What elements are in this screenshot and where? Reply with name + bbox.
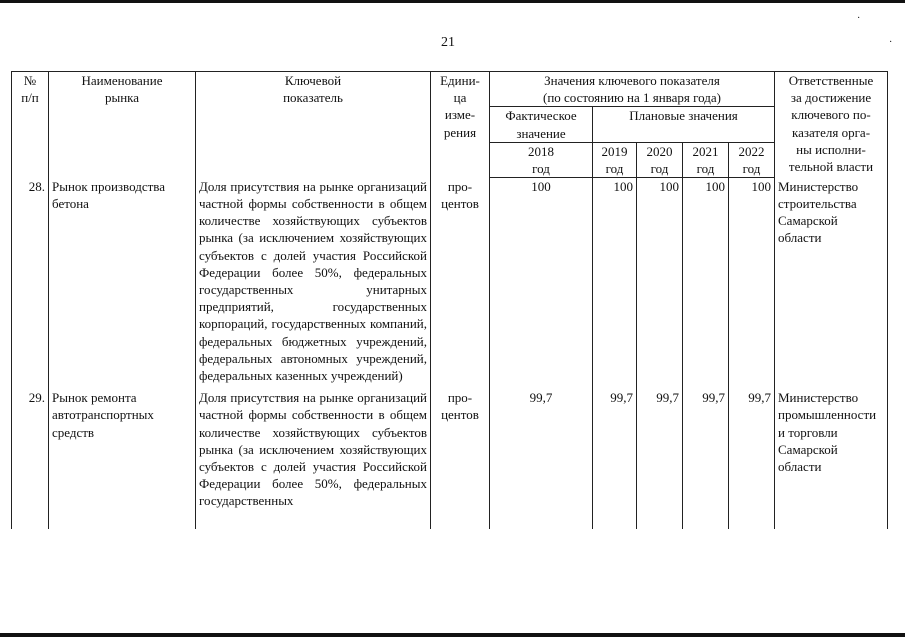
row-market: Рынок ремонта автотранспортных средств — [49, 384, 196, 529]
header-year-2019: 2019 год — [593, 142, 637, 177]
header-year-2018: 2018 год — [490, 142, 593, 177]
row-value-2019: 100 — [593, 178, 637, 384]
header-unit: Едини- ца изме- рения — [431, 72, 490, 178]
scan-speck: · — [857, 13, 861, 24]
row-unit: про- центов — [431, 384, 490, 529]
table-row — [12, 178, 888, 384]
row-value-2022: 99,7 — [729, 384, 775, 529]
header-market: Наименование рынка — [49, 72, 196, 178]
row-num: 29. — [12, 384, 49, 529]
row-value-2021: 100 — [683, 178, 729, 384]
page-number: 21 — [441, 35, 455, 50]
row-value-2018: 99,7 — [490, 384, 593, 529]
header-year-2021: 2021 год — [683, 142, 729, 177]
row-value-2020: 100 — [637, 178, 683, 384]
row-value-2018: 100 — [490, 178, 593, 384]
row-value-2020: 99,7 — [637, 384, 683, 529]
row-unit: про- центов — [431, 178, 490, 384]
header-planned: Плановые значения — [593, 107, 775, 142]
row-indicator: Доля присутствия на рынке организаций частной формы собственности в общем количестве хозяйствующих субъектов рынка (за исключением хозяйствующих субъектов с долей участия Российской Федерации более 50%, федеральных государственных — [196, 384, 431, 529]
header-num: № п/п — [12, 72, 49, 178]
row-market: Рынок производства бетона — [49, 178, 196, 384]
scan-bottom-edge — [0, 633, 905, 637]
header-indicator: Ключевой показатель — [196, 72, 431, 178]
table-header — [12, 72, 888, 178]
header-responsible: Ответственные за достижение ключевого по- казателя орга- ны исполни- тельной власти — [775, 72, 888, 178]
row-value-2021: 99,7 — [683, 384, 729, 529]
scan-top-edge — [0, 0, 905, 3]
header-year-2020: 2020 год — [637, 142, 683, 177]
header-actual: Фактическое значение — [490, 107, 593, 142]
indicators-table — [11, 71, 888, 529]
row-indicator: Доля присутствия на рынке организаций частной формы собственности в общем количестве хозяйствующих субъектов рынка (за исключением хозяйствующих субъектов с долей участия Российской Федерации более 50%, федеральных государственных унитарных предприятий, государственных корпораций, государственных компаний, федеральных бюджетных учреждений, федеральных автономных учреждений, федеральных казенных учреждений) — [196, 178, 431, 384]
table-row — [12, 384, 888, 529]
row-value-2022: 100 — [729, 178, 775, 384]
row-num: 28. — [12, 178, 49, 384]
scan-speck: · — [889, 37, 893, 48]
row-value-2019: 99,7 — [593, 384, 637, 529]
row-responsible: Министерство строительства Самарской области — [775, 178, 888, 384]
header-values-group: Значения ключевого показателя (по состоянию на 1 января года) — [490, 72, 775, 107]
header-year-2022: 2022 год — [729, 142, 775, 177]
row-responsible: Министерство промышленности и торговли Самарской области — [775, 384, 888, 529]
